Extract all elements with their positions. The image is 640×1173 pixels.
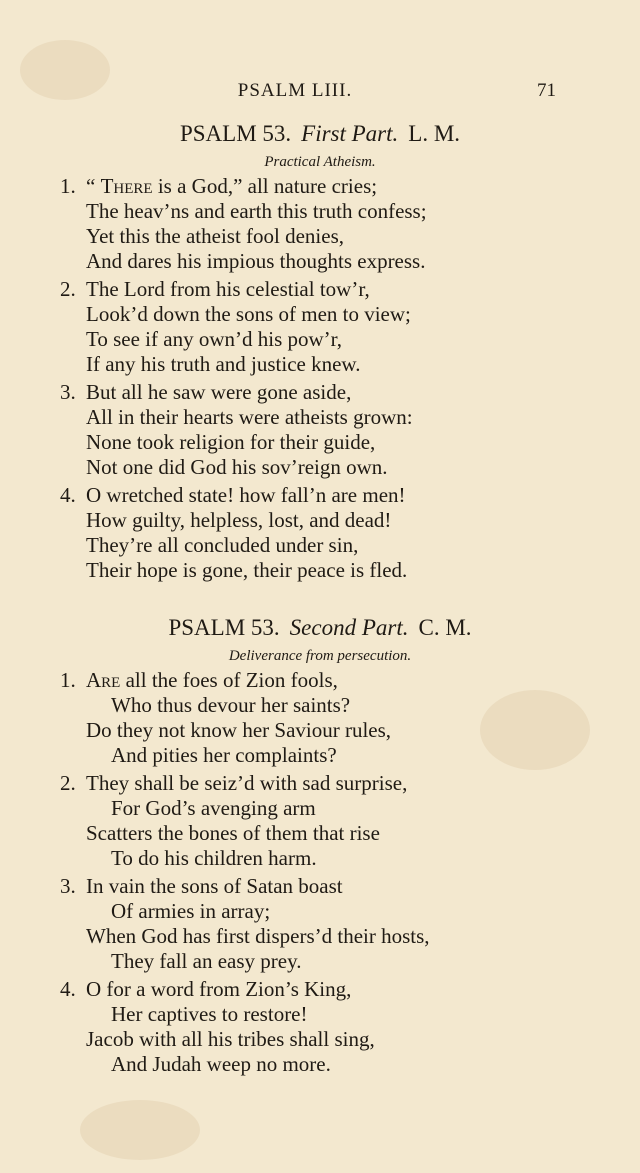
verse-line: Her captives to restore! xyxy=(111,1002,308,1026)
verse-line: The Lord from his celestial tow’r, xyxy=(86,277,370,301)
verse-number: 3. xyxy=(60,874,76,898)
psalm-subtitle: Practical Atheism. xyxy=(264,154,376,170)
verse-line: When God has first dispers’d their hosts, xyxy=(86,924,430,948)
verse-line: Scatters the bones of them that rise xyxy=(86,821,380,845)
verse xyxy=(60,874,640,974)
verse-line: Do they not know her Saviour rules, xyxy=(86,718,392,742)
verse-line: And pities her complaints? xyxy=(111,743,337,767)
verse-line xyxy=(60,668,640,693)
psalm-part: Second Part. xyxy=(289,615,409,640)
verse-line: To see if any own’d his pow’r, xyxy=(86,327,343,351)
verse xyxy=(60,668,640,768)
verse xyxy=(60,277,640,377)
verse-line-prefix: “ xyxy=(86,174,101,198)
verse-number: 2. xyxy=(60,771,76,795)
verse-number: 1. xyxy=(60,668,76,692)
verse-line: They fall an easy prey. xyxy=(111,949,302,973)
verse xyxy=(60,483,640,583)
verse-line: How guilty, helpless, lost, and dead! xyxy=(86,508,392,532)
verse-line: To do his children harm. xyxy=(111,846,317,870)
verse-line: They’re all concluded under sin, xyxy=(86,533,359,557)
verse-line: Of armies in array; xyxy=(111,899,271,923)
psalm-meter: L. M. xyxy=(408,121,461,146)
psalm-second-part xyxy=(0,612,640,1077)
verse xyxy=(60,174,640,274)
paper-stain xyxy=(80,1100,200,1160)
verse-line: All in their hearts were atheists grown: xyxy=(86,405,413,429)
verse-line: And dares his impious thoughts express. xyxy=(86,249,426,273)
verse-line: None took religion for their guide, xyxy=(86,430,376,454)
page-number: 71 xyxy=(537,80,556,101)
psalm-meter: C. M. xyxy=(418,615,472,640)
running-title: PSALM LIII. xyxy=(237,80,353,101)
verse-line: In vain the sons of Satan boast xyxy=(86,874,343,898)
psalm-part: First Part. xyxy=(301,121,399,146)
psalm-subtitle: Deliverance from persecution. xyxy=(228,648,412,664)
verse-number: 3. xyxy=(60,380,76,404)
verse-line: They shall be seiz’d with sad surprise, xyxy=(86,771,408,795)
verse-line: If any his truth and justice knew. xyxy=(86,352,361,376)
psalm-number-label: PSALM 53. xyxy=(179,121,292,146)
verse-number: 4. xyxy=(60,483,76,507)
psalm-number-label: PSALM 53. xyxy=(168,615,280,640)
verse-line: Their hope is gone, their peace is fled. xyxy=(86,558,408,582)
psalm-first-part xyxy=(0,118,640,583)
verse xyxy=(60,771,640,871)
verse-line: But all he saw were gone aside, xyxy=(86,380,352,404)
verse-line xyxy=(60,174,640,199)
verse-line: Who thus devour her saints? xyxy=(111,693,351,717)
verse-line-small-caps: Are xyxy=(86,668,121,692)
psalm-heading xyxy=(0,118,640,150)
verse xyxy=(60,380,640,480)
verse-line-rest: is a God,” all nature cries; xyxy=(152,174,378,198)
verse xyxy=(60,977,640,1077)
verse-line: O wretched state! how fall’n are men! xyxy=(86,483,406,507)
verse-number: 1. xyxy=(60,174,76,198)
verse-line: O for a word from Zion’s King, xyxy=(86,977,352,1001)
verse-line: The heav’ns and earth this truth confess; xyxy=(86,199,427,223)
verse-line: And Judah weep no more. xyxy=(111,1052,331,1076)
verse-line: Look’d down the sons of men to view; xyxy=(86,302,411,326)
verse-line: Jacob with all his tribes shall sing, xyxy=(86,1027,375,1051)
psalm-heading xyxy=(0,612,640,644)
verse-number: 4. xyxy=(60,977,76,1001)
verse-line: For God’s avenging arm xyxy=(111,796,316,820)
verse-number: 2. xyxy=(60,277,76,301)
verse-line: Yet this the atheist fool denies, xyxy=(86,224,345,248)
verse-line-small-caps: There xyxy=(100,174,153,198)
verse-line-rest: all the foes of Zion fools, xyxy=(120,668,338,692)
running-head xyxy=(0,80,640,108)
verse-line: Not one did God his sov’reign own. xyxy=(86,455,388,479)
